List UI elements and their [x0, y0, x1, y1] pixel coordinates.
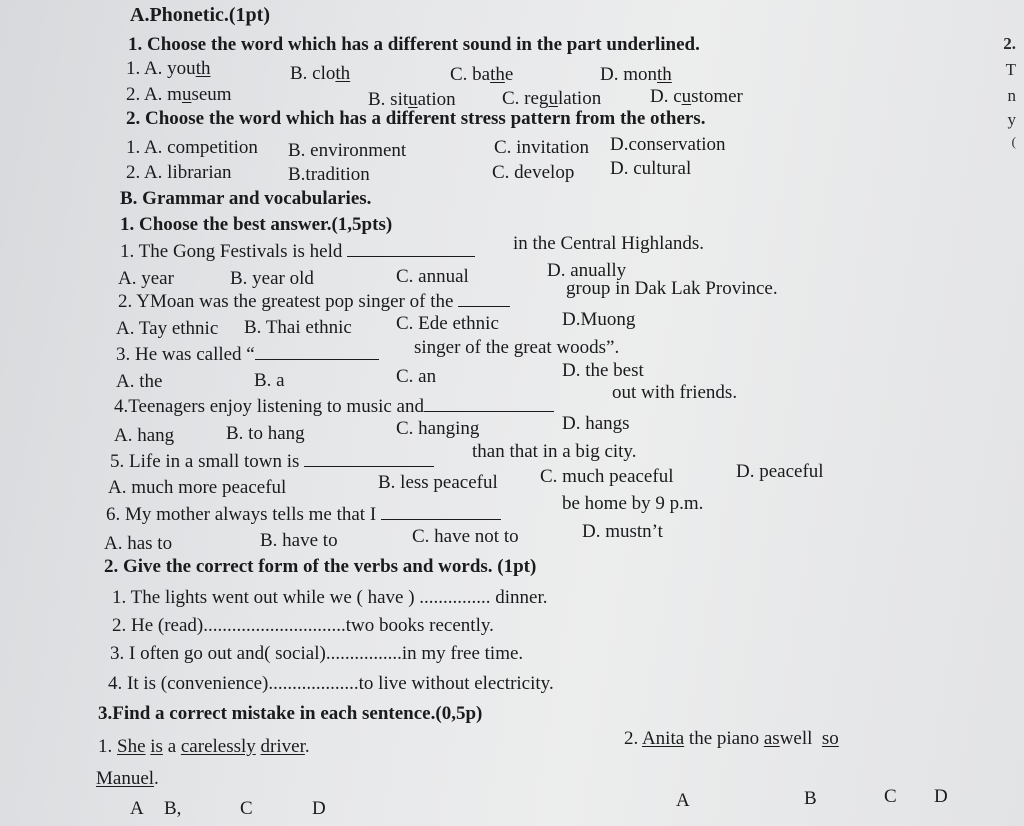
- b-item3-b: B. a: [254, 370, 285, 391]
- q1-row1-d: D. month: [600, 64, 672, 85]
- b-item5-a: A. much more peaceful: [108, 477, 287, 498]
- b-item2-a: A. Tay ethnic: [116, 318, 219, 339]
- b-item3-stem: 3. He was called “: [116, 344, 379, 366]
- q2-row1-d: D.conservation: [610, 134, 726, 155]
- b-item4-b: B. to hang: [226, 423, 305, 444]
- b-item5-d: D. peaceful: [736, 461, 824, 482]
- b-q3-header: 3.Find a correct mistake in each sentence.(0,5p): [98, 703, 483, 724]
- b-q2-header: 2. Give the correct form of the verbs and words. (1pt): [104, 556, 537, 577]
- b-item4-a: A. hang: [114, 425, 175, 446]
- q1-row2-c: C. regulation: [502, 88, 602, 109]
- m2-letter-a: A: [676, 790, 690, 811]
- verb-3: 3. I often go out and( social)................in my free time.: [110, 643, 524, 664]
- b-item4-stem: 4.Teenagers enjoy listening to music and: [114, 396, 554, 418]
- b-item3-a: A. the: [116, 371, 163, 392]
- q1-header: 1. Choose the word which has a different sound in the part underlined.: [128, 34, 700, 55]
- b-q1-header: 1. Choose the best answer.(1,5pts): [120, 214, 393, 235]
- verb-2: 2. He (read)..............................two books recently.: [112, 615, 494, 636]
- q2-header: 2. Choose the word which has a different stress pattern from the others.: [126, 108, 706, 129]
- m1-letter-a: A: [130, 798, 144, 819]
- q2-row2-d: D. cultural: [610, 158, 692, 179]
- q1-row2-b: B. situation: [368, 89, 456, 110]
- m2-letter-c: C: [884, 786, 897, 807]
- b-item6-d: D. mustn’t: [582, 521, 663, 542]
- b-item1-stem-end: in the Central Highlands.: [513, 233, 705, 254]
- q1-row1-c: C. bathe: [450, 64, 514, 85]
- b-item6-a: A. has to: [104, 533, 173, 554]
- b-item3-c: C. an: [396, 366, 437, 387]
- b-item1-b: B. year old: [230, 268, 314, 289]
- q1-row2-d: D. customer: [650, 86, 743, 107]
- b-item2-b: B. Thai ethnic: [244, 317, 352, 338]
- m2-letter-d: D: [934, 786, 948, 807]
- verb-4: 4. It is (convenience)...................to live without electricity.: [108, 673, 554, 694]
- q2-row2-c: C. develop: [492, 162, 575, 183]
- b-item2-c: C. Ede ethnic: [396, 313, 499, 334]
- b-item6-b: B. have to: [260, 530, 338, 551]
- q2-row1-b: B. environment: [288, 140, 407, 161]
- b-item4-d: D. hangs: [562, 413, 630, 434]
- b-item5-c: C. much peaceful: [540, 466, 674, 487]
- b-item5-stem: 5. Life in a small town is: [110, 451, 434, 473]
- m1-letter-d: D: [312, 798, 326, 819]
- b-item5-b: B. less peaceful: [378, 472, 498, 493]
- edge-text-5: (: [1011, 134, 1016, 149]
- b-item1-a: A. year: [118, 268, 174, 289]
- mistake-1: 1. She is a carelessly driver.: [98, 736, 310, 757]
- q2-row1-a: 1. A. competition: [126, 137, 258, 158]
- q1-row1: 1. A. youth: [126, 58, 211, 79]
- b-item3-stem-end: singer of the great woods”.: [414, 337, 620, 358]
- part-a-title: A.Phonetic.(1pt): [130, 4, 270, 26]
- m1-letter-c: C: [240, 798, 253, 819]
- b-item6-stem-end: be home by 9 p.m.: [562, 493, 704, 514]
- b-item5-stem-end: than that in a big city.: [472, 441, 637, 462]
- b-item2-stem-end: group in Dak Lak Province.: [566, 278, 778, 299]
- edge-text-2: T: [1005, 60, 1016, 79]
- edge-text-1: 2.: [1003, 34, 1016, 53]
- b-item1-c: C. annual: [396, 266, 469, 287]
- q2-row2-a: 2. A. librarian: [126, 162, 232, 183]
- m2-letter-b: B: [804, 788, 817, 809]
- b-item3-d: D. the best: [562, 360, 644, 381]
- q2-row2-b: B.tradition: [288, 164, 370, 185]
- q1-row2: 2. A. museum: [126, 84, 232, 105]
- q1-row1-b: B. cloth: [290, 63, 351, 84]
- b-item6-stem: 6. My mother always tells me that I: [106, 504, 501, 526]
- q2-row1-c: C. invitation: [494, 137, 589, 158]
- b-item4-stem-end: out with friends.: [612, 382, 738, 403]
- b-item4-c: C. hanging: [396, 418, 480, 439]
- b-item2-d: D.Muong: [562, 309, 636, 330]
- b-item1-stem: 1. The Gong Festivals is held: [120, 241, 475, 263]
- mistake-2-cont: Manuel.: [96, 768, 159, 789]
- mistake-2: 2. Anita the piano aswell so: [624, 728, 839, 749]
- b-item2-stem: 2. YMoan was the greatest pop singer of the: [118, 291, 510, 313]
- b-item1-d: D. anually: [547, 260, 627, 281]
- verb-1: 1. The lights went out while we ( have ) ............... dinner.: [112, 587, 548, 608]
- edge-text-3: n: [1007, 86, 1016, 105]
- m1-letter-b: B,: [164, 798, 182, 819]
- part-b-title: B. Grammar and vocabularies.: [120, 188, 372, 209]
- b-item6-c: C. have not to: [412, 526, 519, 547]
- edge-text-4: y: [1007, 110, 1016, 129]
